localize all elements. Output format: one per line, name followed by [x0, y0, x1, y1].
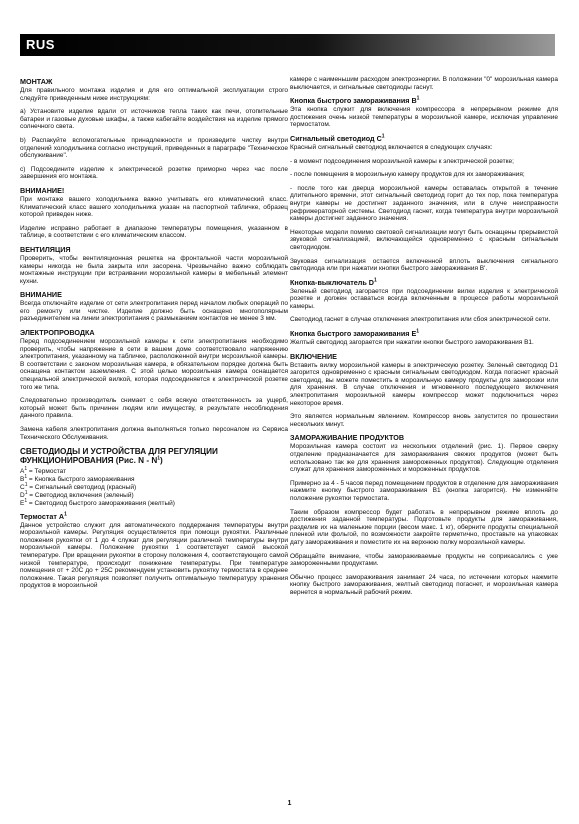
- left-heading-0: МОНТАЖ: [20, 77, 53, 86]
- right-heading-6: ЗАМОРАЖИВАНИЕ ПРОДУКТОВ: [290, 433, 405, 443]
- paragraph: Всегда отключайте изделие от сети электропитания перед началом любых операций по его ремонту или чистке. Изделие должно быть оснащено многополярным разъединителем на линии электропитания с размыканием контактов не менее 3 мм.: [20, 300, 288, 323]
- paragraph: Красный сигнальный светодиод включается в следующих случаях:: [290, 143, 493, 151]
- devices-heading: СВЕТОДИОДЫ И УСТРОЙСТВА ДЛЯ РЕГУЛЯЦИИ ФУНКЦИОНИРОВАНИЯ (Рис. N - $N^1$): [20, 447, 218, 466]
- paragraph: Таким образом компрессор будет работать в непрерывном режиме вплоть до достижения заданной температуры. Подготовьте продукты для замораживания, разделив их на маленькие порции (весом макс. 1 кг), оберните продукты специальной пленкой или фольгой, по возможности закройте герметично, проставьте на упаковках дату замораживания и поместите их на верхнюю полку морозильной камеры.: [290, 508, 558, 546]
- legend-item: $E^1$ = Светодиод быстрого замораживания (желтый): [20, 497, 175, 507]
- legend-item: $A^1$ = Термостат: [20, 465, 67, 475]
- thermostat-heading: Термостат $A^1$: [20, 511, 67, 521]
- paragraph: Для правильного монтажа изделия и для его оптимальной эксплуатации строго следуйте приведенным ниже инструкциям:: [20, 87, 288, 102]
- paragraph: Звуковая сигнализация остается включенной вплоть выключения сигнального светодиода или при нажатии кнопки быстрого замораживания B'.: [290, 257, 558, 273]
- right-column: [290, 76, 558, 603]
- paragraph: Проверить, чтобы вентиляционная решетка на фронтальной части морозильной камеры никогда не была закрыта или засорена. Чрезвычайно важно соблюдать монтажные инструкции при встраивании морозильной камеры в мебельный элемент кухни.: [20, 254, 288, 285]
- left-section-2: [20, 246, 288, 285]
- right-heading-1: Кнопка быстрого замораживания $B^1$: [290, 95, 420, 106]
- right-section-1: [290, 97, 558, 129]
- left-section-0: [20, 78, 288, 181]
- devices-legend: [20, 465, 288, 508]
- language-label: RUS: [26, 37, 55, 52]
- right-section-3: [290, 279, 558, 324]
- left-heading-4: ЭЛЕКТРОПРОВОДКА: [20, 328, 95, 338]
- paragraph: камере с наименьшим расходом электроэнергии. В положении "0" морозильная камера выключается, и сигнальные светодиоды гаснут.: [290, 76, 558, 91]
- right-section-0: [290, 76, 558, 91]
- paragraph: Примерно за 4 - 5 часов перед помещением продуктов в отделение для замораживания нажмите кнопку быстрого замораживания B1 (кнопка загорится). Не изменяйте положение рукоятки термостата.: [290, 479, 558, 502]
- paragraph: a) Установите изделие вдали от источников тепла таких как печи, отопительные батареи и газовые духовые шкафы, а также кабегайте воздействия на изделие прямого солнечного света.: [20, 108, 288, 131]
- left-section-3: [20, 291, 288, 323]
- paragraph: Желтый светодиод загорается при нажатии кнопки быстрого замораживания B1.: [290, 339, 534, 347]
- legend-item: $C^1$ = Сигнальный светодиод (красный): [20, 481, 137, 491]
- paragraph: Перед подсоединением морозильной камеры к сети электропитания необходимо проверить, чтобы напряжение в сети в вашем доме соответствовало напряжению электропитания, указанному на табличке, расположенной внутри мсрозильной камеры. В соответствии с законом морозильная камера, в обязательном порядке должна быть оснащена контактом заземления. С этой целью морозильная камера оснащается специальной электрической вилкой, которая подсоединяется к электрической розетке того же типа.: [20, 338, 288, 391]
- right-heading-2: Сигнальный светодиод $C^1$: [290, 133, 385, 143]
- right-section-2: [290, 135, 558, 273]
- language-header-bar: [20, 34, 555, 56]
- thermostat-section: [20, 513, 288, 590]
- paragraph: Обычно процесс замораживания занимает 24 часа, по истечении которых нажмите кнопку быстрого замораживания, желтый светодиод погаснет, и морозильная камера вернется в нормальный рабочий режим.: [290, 573, 558, 596]
- paragraph: Эта кнопка служит для включения компрессора в непрерывном режиме для достижения очень низкой температуры в морозильной камере, исключая управление термостатом.: [290, 106, 558, 129]
- devices-section: [20, 447, 288, 507]
- left-section-4: [20, 329, 288, 441]
- legend-item: $D^1$ = Светодиод включения (зеленый): [20, 489, 134, 499]
- paragraph: Замена кабеля электропитания должна выполняться только персоналом из Сервиса Технического Обслуживания.: [20, 426, 288, 441]
- paragraph: Морозильная камера состоит из нескольких отделений (рис. 1). Первое сверху отделение предназначается для замораживания свежих продуктов (может быть использовано так же для хранения замороженных продуктов). Следующие отделения служат для хранения замороженных и мороженных продуктов.: [290, 443, 558, 474]
- left-column: [20, 78, 288, 596]
- paragraph: c) Подсоедините изделие к электрической розетке приморно через час после завершения его монтажа.: [20, 165, 288, 181]
- paragraph: Следовательно производитель снимает с себя всякую ответственность за ущерб, который может быть причинен людям или имуществу, в результате несоблюдения данного правила.: [20, 397, 288, 420]
- right-section-5: [290, 353, 558, 429]
- left-section-1: [20, 187, 288, 240]
- paragraph: Светодиод гаснет в случае отключения электропитания или сбоя электрической сети.: [290, 316, 551, 324]
- legend-item: $B^1$ = Кнопка быстрого замораживания: [20, 473, 135, 483]
- paragraph: Это является нормальным явлением. Компрессор вновь запустится по прошествии нескольких минут.: [290, 413, 558, 428]
- left-heading-3: ВНИМАНИЕ: [20, 290, 62, 300]
- page-number: 1: [287, 800, 292, 807]
- paragraph: - в момент подсоединения морозильной камеры к электрической розетке;: [290, 157, 514, 165]
- paragraph: Изделие исправно работает в диапазоне температуры помещения, указанном в таблице, в соответствии с его климатическим классом.: [20, 224, 288, 240]
- paragraph: - после помещения в морозильную камеру продуктов для их замораживания;: [290, 171, 525, 179]
- paragraph: b) Распакуйте вспомогательные принадлежности и произведите чистку внутри отделений холодильника согласно инструкций, приведенных в параграфе "Техническое обслуживание".: [20, 136, 288, 160]
- left-sections: [20, 78, 288, 441]
- paragraph: Вставить вилку морозильной камеры в электрическую розетку. Зеленый светодиод D1 загорится одновременно с красным сигнальным светодиодом. Когда погаснет красный светодиод, вы можете поместить в морозильную камеру продукты для заморозки или для хранения. В случае отключения и мгновенного последующего включения электропитания морозильной камеры компрессор может подключиться через некоторое время.: [290, 361, 558, 407]
- right-sections: [290, 76, 558, 597]
- paragraph: Некоторые модели помимо световой сигнализации могут быть оснащены прерывистой звуковой сигнализацией, включающейся одновременно с красным сигнальным светодиодом.: [290, 228, 558, 251]
- right-section-6: [290, 434, 558, 596]
- paragraph: Данное устройство служит для автоматического поддержания температуры внутри морозильной камеры. Регуляция осуществляется при помощи рукоятки. Различные положения рукоятки от 1 до 4 служат для регуляции различной температуры внутри морозильной камеры. Положение рукоятки 1 соответствует самой высокой температуре. При вращении рукоятки в сторону положения 4, соответствующего самой низкой температуре, происходит понижение температуры. При температуре помещения от + 20C до + 25C рекомендуем установить рукоятку термостата в среднее положение. Такая регуляция позволяет получить оптимальную температуру хранения продуктов в морозильной: [20, 521, 288, 590]
- right-heading-3: Кнопка-выключатель $D^1$: [290, 277, 377, 287]
- right-heading-4: Кнопка быстрого замораживания $E^1$: [290, 328, 420, 339]
- paragraph: - после того как дверца морозильной камеры оставалась открытой в течение длительного времени, этот сигнальный светодиод горит до тех пор, пока температура внутри камеры не достигнет заданного значения, или в случе неисправности рефрижераторной системы. Светодиод гаснет, когда температура внутри морозильной камеры достигнет заданного значения.: [290, 184, 558, 223]
- paragraph: Зеленый светодиод загорается при подсоединении вилки изделия к электрической розетке и должен оставаться всегда включенным в процессе работы морозильной камеры.: [290, 287, 558, 310]
- thermostat-text: [20, 522, 288, 590]
- paragraph: Обращайте внимание, чтобы замораживаемые продукты не соприкасались с уже замороженными продуктами.: [290, 552, 558, 568]
- left-heading-1: ВНИМАНИЕ!: [20, 185, 65, 195]
- paragraph: При монтаже вашего холодильника важно учитывать его климатический класс. Климатический класс вашего холодильника указан на паспортной табличке, образец которой приведен ниже.: [20, 195, 288, 219]
- left-heading-2: ВЕНТИЛЯЦИЯ: [20, 244, 71, 254]
- right-section-4: [290, 330, 558, 347]
- right-heading-5: ВКЛЮЧЕНИЕ: [290, 351, 337, 361]
